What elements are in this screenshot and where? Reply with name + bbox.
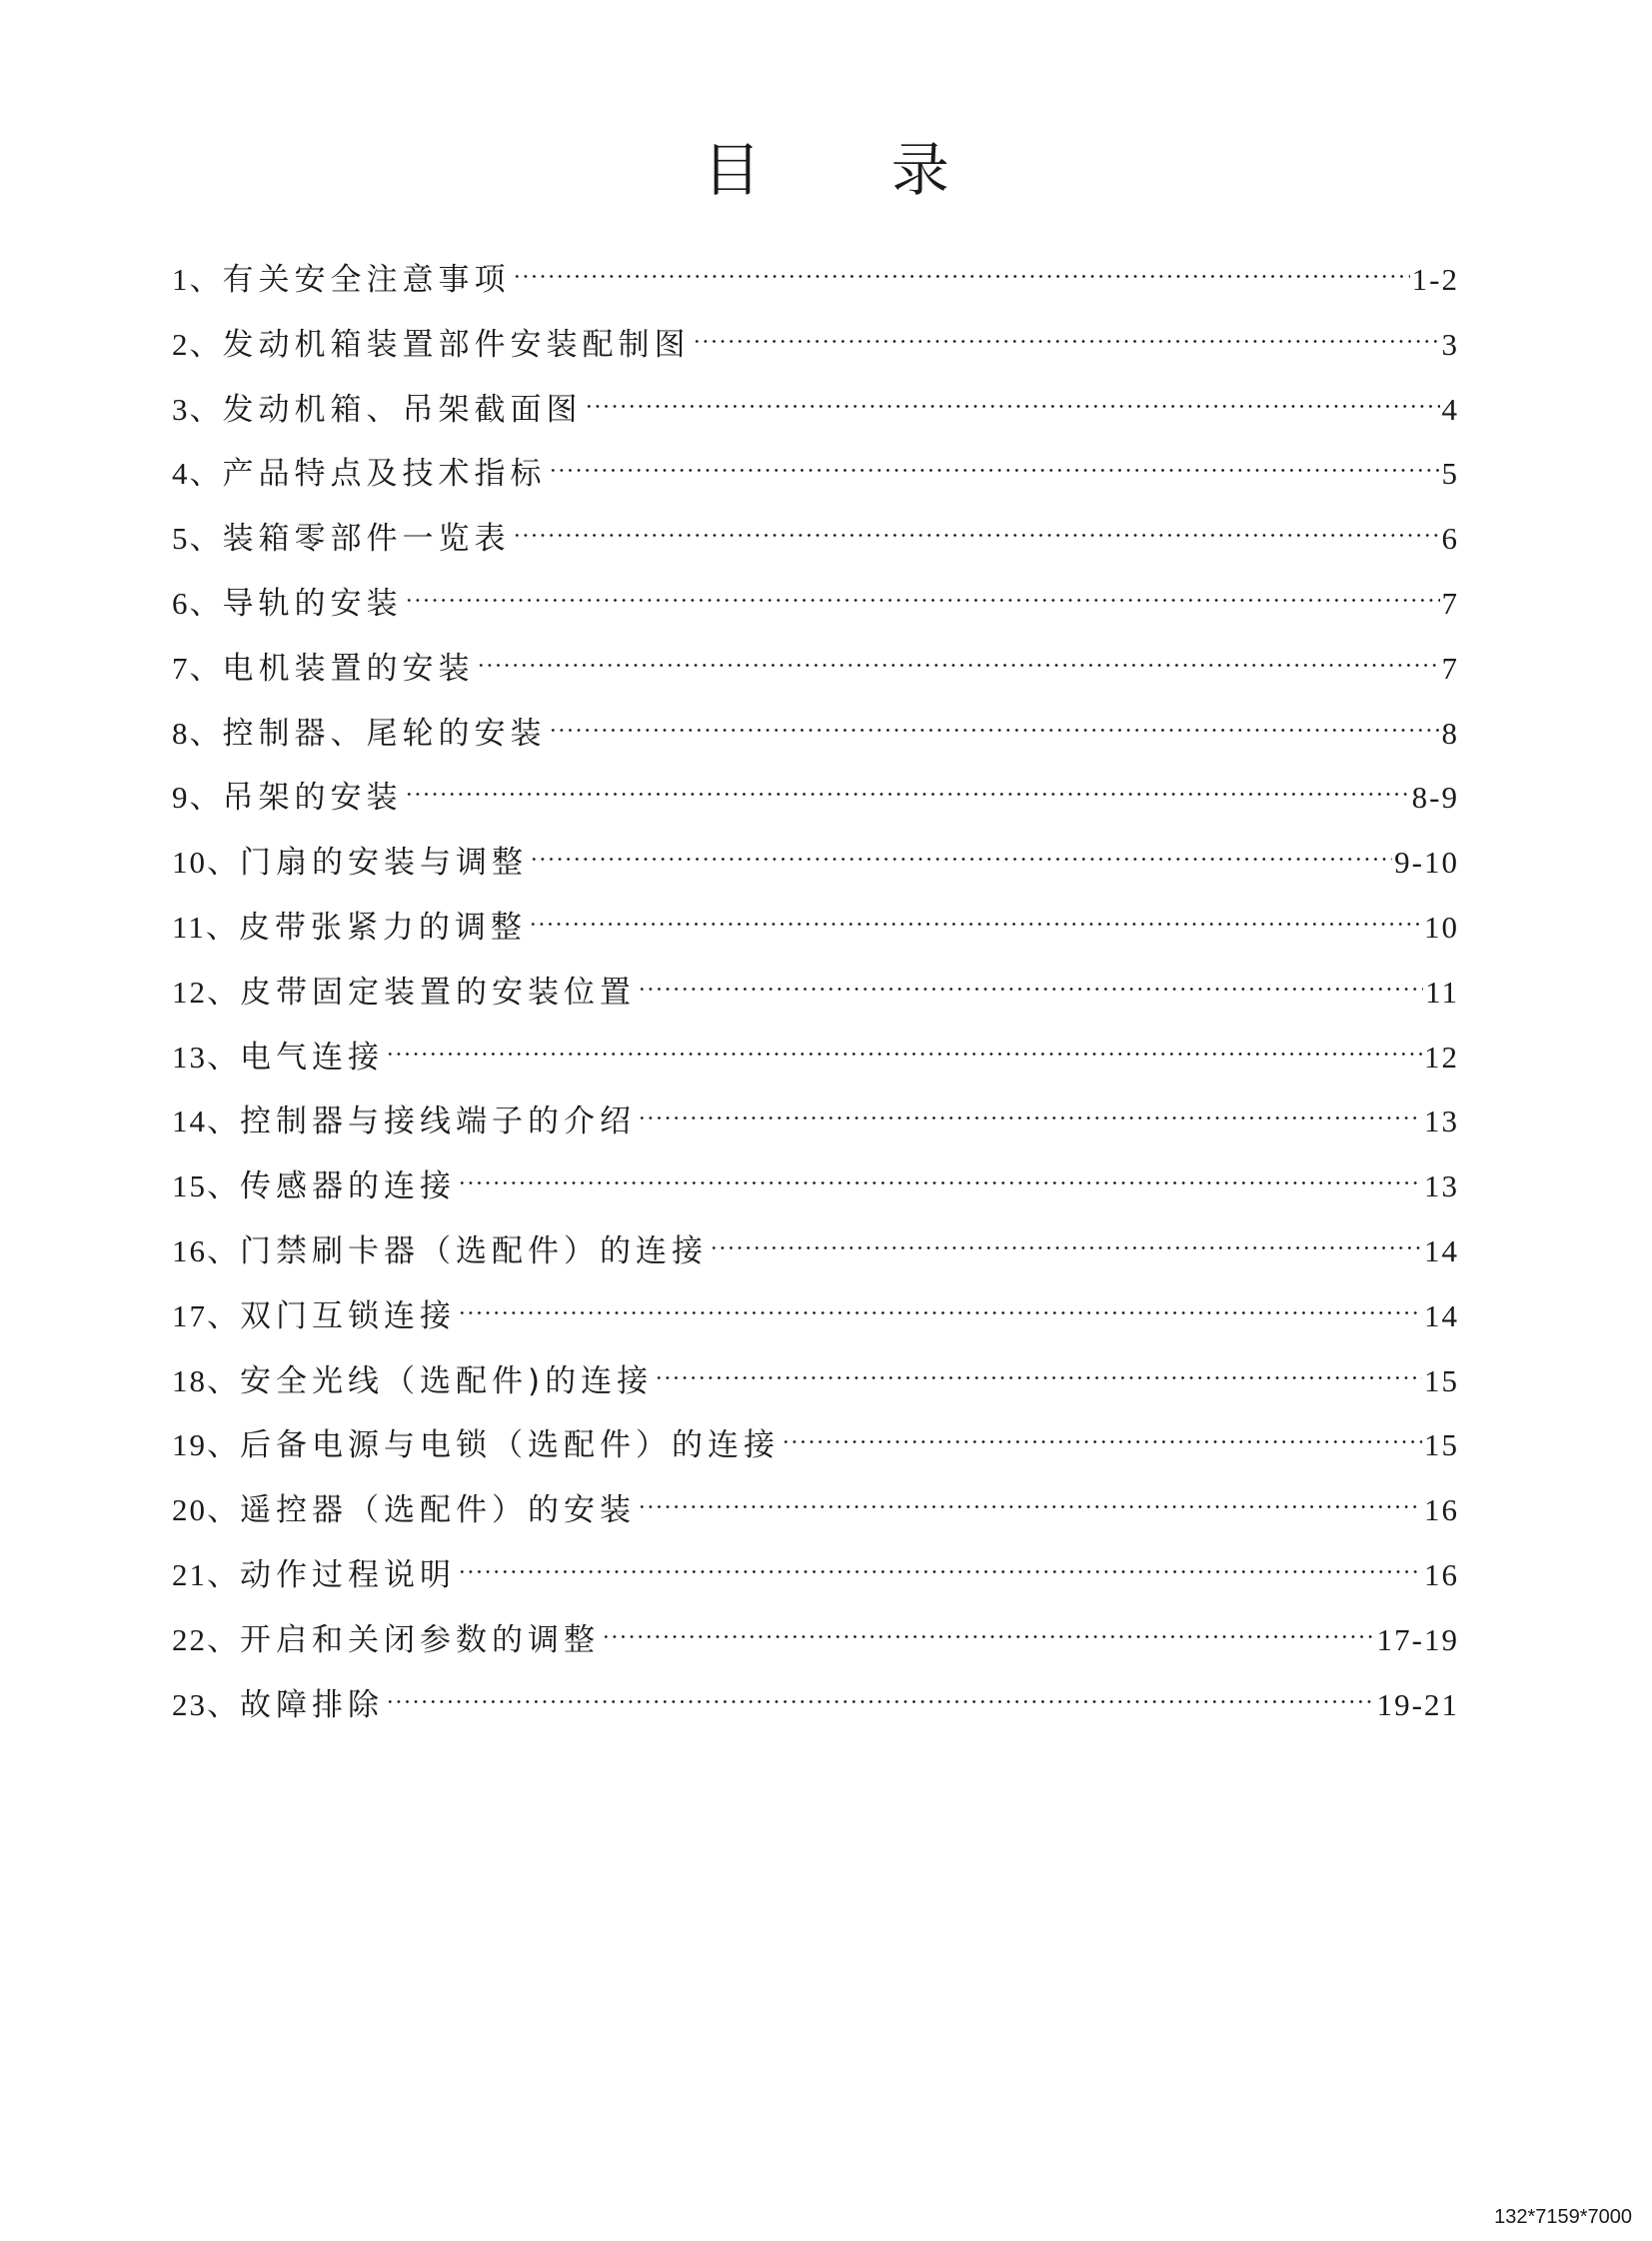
- toc-entry: [172, 1411, 1459, 1476]
- toc-entry-number: 10、: [172, 845, 240, 881]
- toc-entry-page-number: 7: [1441, 650, 1459, 686]
- toc-entry-page-number: 12: [1424, 1039, 1459, 1075]
- table-of-contents: [172, 246, 1459, 1735]
- footer-code: 132*7159*7000: [1494, 2206, 1632, 2228]
- toc-entry-number: 5、: [172, 521, 223, 557]
- dot-leader: [585, 376, 1440, 420]
- dot-leader: [530, 829, 1392, 873]
- dot-leader: [602, 1606, 1375, 1650]
- toc-entry-number: 11、: [172, 909, 239, 945]
- toc-entry-page-number: 1-2: [1411, 262, 1459, 297]
- toc-entry-title: 开启和关闭参数的调整: [240, 1621, 600, 1658]
- dot-leader: [655, 1347, 1422, 1391]
- toc-entry-page-number: 19-21: [1376, 1686, 1459, 1722]
- toc-entry-title: 发动机箱装置部件安装配制图: [222, 326, 691, 363]
- toc-entry-page-number: 14: [1424, 1232, 1459, 1268]
- toc-entry-number: 4、: [172, 456, 223, 492]
- toc-entry-number: 8、: [172, 715, 223, 751]
- toc-entry-title: 门扇的安装与调整: [240, 845, 528, 882]
- toc-entry: [172, 959, 1459, 1024]
- toc-entry: [172, 764, 1459, 829]
- toc-entry: [172, 311, 1459, 376]
- toc-entry-number: 13、: [172, 1039, 240, 1075]
- toc-entry-number: 19、: [172, 1427, 240, 1463]
- toc-entry-page-number: 16: [1424, 1556, 1459, 1592]
- dot-leader: [529, 894, 1422, 938]
- toc-entry-page-number: 8: [1441, 715, 1459, 751]
- toc-entry-number: 15、: [172, 1168, 240, 1204]
- dot-leader: [638, 1088, 1422, 1131]
- toc-entry: [172, 570, 1459, 635]
- toc-entry: [172, 635, 1459, 700]
- toc-entry-title: 皮带张紧力的调整: [238, 909, 527, 946]
- toc-entry-title: 遥控器（选配件）的安装: [240, 1492, 636, 1529]
- toc-entry-title: 双门互锁连接: [240, 1297, 456, 1334]
- toc-entry-number: 20、: [172, 1492, 240, 1528]
- toc-entry-page-number: 6: [1441, 521, 1459, 557]
- dot-leader: [710, 1217, 1422, 1261]
- toc-entry-number: 12、: [172, 974, 240, 1010]
- toc-entry-title: 传感器的连接: [240, 1168, 456, 1205]
- dot-leader: [782, 1411, 1422, 1455]
- toc-entry-title: 后备电源与电锁（选配件）的连接: [240, 1427, 780, 1464]
- dot-leader: [386, 1671, 1375, 1715]
- toc-entry: [172, 1024, 1459, 1089]
- toc-entry-title: 发动机箱、吊架截面图: [222, 391, 583, 428]
- toc-entry: [172, 440, 1459, 505]
- toc-entry: [172, 246, 1459, 311]
- toc-entry: [172, 1541, 1459, 1606]
- toc-entry: [172, 1476, 1459, 1541]
- toc-entry-title: 皮带固定装置的安装位置: [240, 974, 636, 1011]
- toc-entry-number: 6、: [172, 585, 223, 621]
- toc-entry-page-number: 15: [1424, 1427, 1459, 1463]
- toc-entry: [172, 700, 1459, 765]
- toc-entry-number: 16、: [172, 1232, 240, 1268]
- toc-entry-page-number: 14: [1424, 1297, 1459, 1333]
- toc-entry-page-number: 13: [1424, 1168, 1459, 1204]
- dot-leader: [477, 635, 1440, 679]
- dot-leader: [693, 311, 1440, 355]
- toc-entry-title: 控制器、尾轮的安装: [222, 715, 547, 752]
- dot-leader: [458, 1282, 1422, 1326]
- dot-leader: [549, 440, 1440, 484]
- toc-entry-page-number: 9-10: [1394, 845, 1459, 881]
- toc-entry-number: 14、: [172, 1104, 240, 1139]
- dot-leader: [513, 246, 1410, 290]
- toc-entry-title: 电气连接: [240, 1039, 384, 1076]
- toc-entry-number: 21、: [172, 1556, 240, 1592]
- page-title: 目 录: [703, 136, 1005, 204]
- toc-entry: [172, 505, 1459, 570]
- toc-entry-title: 安全光线（选配件)的连接: [240, 1362, 654, 1399]
- toc-entry-number: 1、: [172, 262, 223, 297]
- toc-entry-number: 22、: [172, 1621, 240, 1657]
- toc-entry-page-number: 17-19: [1376, 1621, 1459, 1657]
- toc-entry-title: 电机装置的安装: [222, 650, 475, 687]
- toc-entry-title: 门禁刷卡器（选配件）的连接: [240, 1232, 708, 1269]
- toc-entry: [172, 829, 1459, 894]
- toc-entry-page-number: 13: [1424, 1104, 1459, 1139]
- toc-entry-title: 故障排除: [240, 1686, 384, 1723]
- toc-entry-title: 动作过程说明: [240, 1556, 456, 1593]
- toc-entry-number: 7、: [172, 650, 223, 686]
- dot-leader: [638, 1476, 1422, 1520]
- toc-entry-title: 装箱零部件一览表: [222, 521, 511, 558]
- toc-entry-page-number: 10: [1424, 909, 1459, 945]
- toc-entry: [172, 1671, 1459, 1736]
- toc-entry-page-number: 8-9: [1411, 780, 1459, 816]
- toc-entry: [172, 1606, 1459, 1671]
- toc-entry-title: 导轨的安装: [222, 585, 403, 622]
- toc-entry: [172, 894, 1459, 959]
- toc-entry-title: 控制器与接线端子的介绍: [240, 1104, 636, 1140]
- toc-entry-number: 18、: [172, 1362, 240, 1398]
- toc-entry-number: 23、: [172, 1686, 240, 1722]
- toc-entry-number: 9、: [172, 780, 223, 816]
- toc-entry-page-number: 5: [1441, 456, 1459, 492]
- dot-leader: [405, 764, 1410, 808]
- toc-entry-number: 3、: [172, 391, 223, 427]
- toc-entry: [172, 1152, 1459, 1217]
- dot-leader: [549, 700, 1440, 744]
- toc-entry-page-number: 7: [1441, 585, 1459, 621]
- toc-entry: [172, 1282, 1459, 1347]
- dot-leader: [458, 1541, 1422, 1585]
- toc-entry-number: 17、: [172, 1297, 240, 1333]
- dot-leader: [458, 1152, 1422, 1196]
- toc-entry: [172, 1088, 1459, 1152]
- dot-leader: [405, 570, 1440, 614]
- toc-entry: [172, 376, 1459, 441]
- toc-entry-title: 有关安全注意事项: [222, 262, 511, 298]
- toc-entry-title: 产品特点及技术指标: [222, 456, 547, 493]
- toc-entry-page-number: 15: [1424, 1362, 1459, 1398]
- toc-entry-page-number: 11: [1425, 974, 1459, 1010]
- toc-entry-number: 2、: [172, 326, 223, 362]
- toc-entry-page-number: 16: [1424, 1492, 1459, 1528]
- toc-entry-title: 吊架的安装: [222, 780, 403, 817]
- toc-entry-page-number: 3: [1441, 326, 1459, 362]
- dot-leader: [638, 959, 1423, 1003]
- toc-entry: [172, 1217, 1459, 1282]
- dot-leader: [386, 1024, 1422, 1068]
- toc-entry: [172, 1347, 1459, 1412]
- dot-leader: [513, 505, 1440, 549]
- toc-entry-page-number: 4: [1441, 391, 1459, 427]
